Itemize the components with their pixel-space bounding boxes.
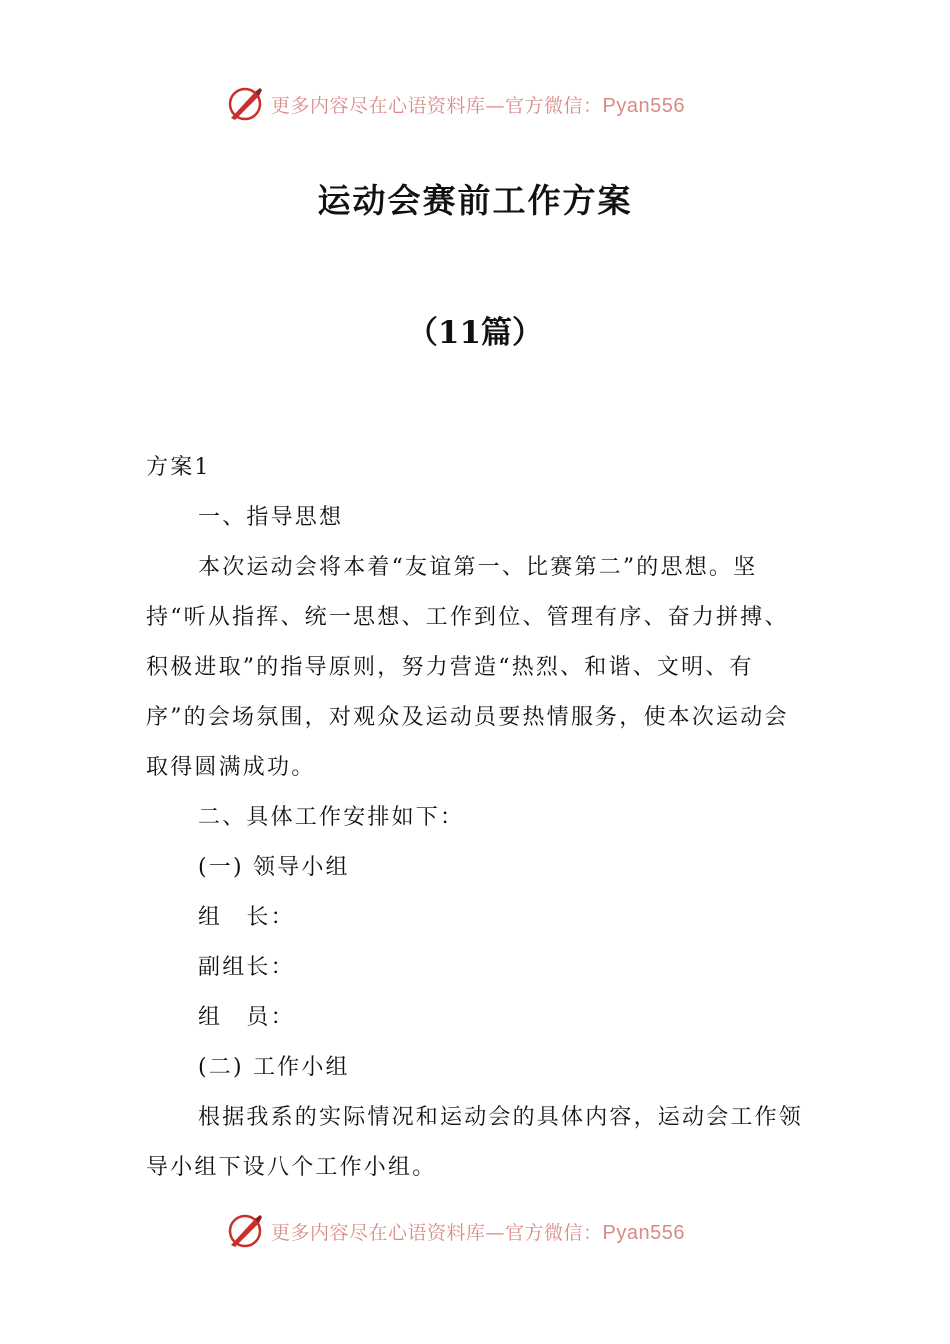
watermark-wechat-id: Pyan556 (602, 1221, 685, 1244)
watermark-text: 更多内容尽在心语资料库—官方微信：Pyan556 (271, 1221, 685, 1244)
section-label: 方案1 (146, 455, 211, 480)
deputy-leader-line: 副组长： (198, 955, 295, 980)
document-title: 运动会赛前工作方案 (317, 181, 633, 220)
pen-logo-icon (225, 1211, 265, 1251)
watermark-text: 更多内容尽在心语资料库—官方微信：Pyan556 (271, 94, 685, 117)
heading-work-arrangement: 二、具体工作安排如下： (198, 805, 465, 830)
heading-guiding-idea: 一、指导思想 (198, 505, 344, 530)
leader-line: 组 长： (198, 905, 295, 930)
paragraph-working-group: 根据我系的实际情况和运动会的具体内容，运动会工作领导小组下设八个工作小组。 (146, 1105, 804, 1180)
paragraph-guiding-idea: 本次运动会将本着“友谊第一、比赛第二”的思想。坚持“听从指挥、统一思想、工作到位、管理有序、奋力拼搏、积极进取”的指导原则，努力营造“热烈、和谐、文明、有序”的会场氛围，对观众及运动员要热情服务，使本次运动会取得圆满成功。 (146, 555, 789, 780)
watermark-header (225, 82, 745, 126)
watermark-wechat-id: Pyan556 (602, 94, 685, 117)
watermark-footer (225, 1209, 745, 1253)
member-line: 组 员： (198, 1005, 295, 1030)
subheading-leadership-group: (一) 领导小组 (198, 855, 350, 880)
document-subtitle: （11篇） (406, 315, 544, 351)
subheading-working-group: (二) 工作小组 (198, 1055, 350, 1080)
document-body (146, 443, 806, 1193)
pen-logo-icon (225, 84, 265, 124)
